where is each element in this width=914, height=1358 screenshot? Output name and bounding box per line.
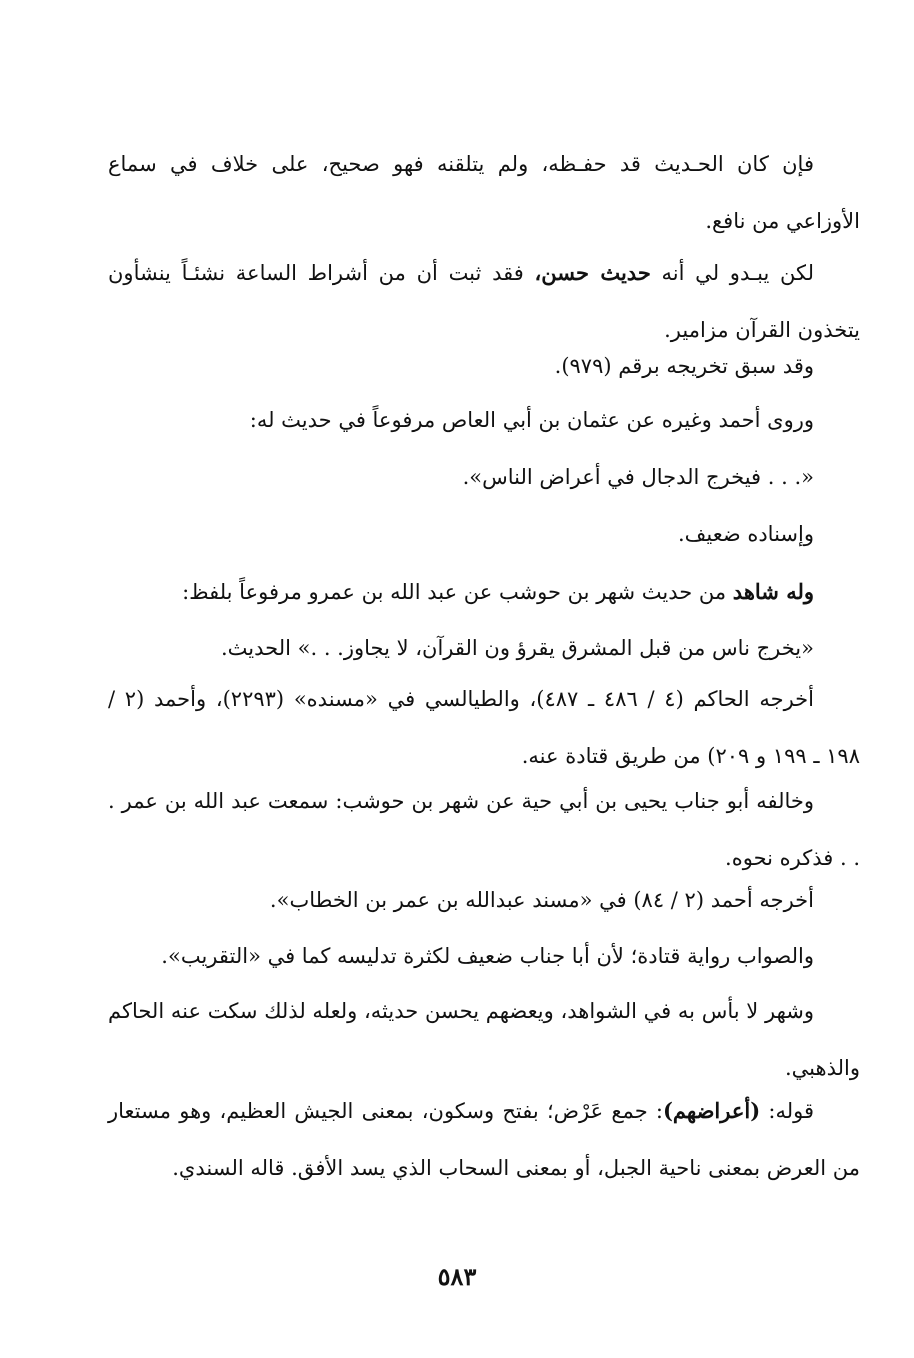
paragraph-11	[108, 872, 860, 929]
paragraph-4	[108, 392, 860, 449]
page-body	[108, 136, 860, 1336]
paragraph-5-text: «. . . فيخرج الدجال في أعراض الناس».	[462, 465, 814, 489]
paragraph-13-text: وشهر لا بأس به في الشواهد، ويعضهم يحسن حديثه، ولعله لذلك سكت عنه الحاكم والذهبي.	[108, 999, 860, 1080]
paragraph-2-text-start: لكن يبـدو لي أنه	[650, 261, 815, 285]
paragraph-7	[108, 563, 860, 621]
paragraph-1	[108, 136, 860, 250]
paragraph-2-text-end: فقد ثبت أن من أشراط الساعة نشئـاً ينشأون يتخذون القرآن مزامير.	[108, 261, 860, 342]
paragraph-3	[108, 338, 860, 395]
paragraph-7-text: من حديث شهر بن حوشب عن عبد الله بن عمرو مرفوعاً بلفظ:	[182, 580, 733, 604]
paragraph-6	[108, 506, 860, 563]
paragraph-14	[108, 1082, 860, 1197]
paragraph-2-bold-ruling: حديث حسن،	[534, 260, 651, 285]
paragraph-11-text: أخرجه أحمد (٢ / ٨٤) في «مسند عبدالله بن عمر بن الخطاب».	[269, 888, 814, 912]
paragraph-1-text: فإن كان الحـديث قد حفـظه، ولم يتلقنه فهو صحيح، على خلاف في سماع الأوزاعي من نافع.	[108, 152, 860, 233]
paragraph-8-text: «يخرج ناس من قبل المشرق يقرؤ ون القرآن، لا يجاوز. . .» الحديث.	[221, 636, 814, 660]
paragraph-8-quote	[108, 620, 860, 677]
paragraph-4-text: وروى أحمد وغيره عن عثمان بن أبي العاص مرفوعاً في حديث له:	[249, 408, 814, 432]
paragraph-10	[108, 773, 860, 887]
paragraph-14-text-start: قوله:	[760, 1099, 815, 1123]
paragraph-14-text-end: : جمع عَرْض؛ بفتح وسكون، بمعنى الجيش العظيم، وهو مستعار من العرض بمعنى ناحية الجبل، أو بمعنى السحاب الذي يسد الأفق. قاله السندي.	[108, 1099, 860, 1180]
paragraph-3-text: وقد سبق تخريجه برقم (٩٧٩).	[554, 354, 814, 378]
paragraph-12-text: والصواب رواية قتادة؛ لأن أبا جناب ضعيف لكثرة تدليسه كما في «التقريب».	[161, 944, 814, 968]
paragraph-14-bold-term: (أعراضهم)	[663, 1098, 761, 1123]
paragraph-9-text: أخرجه الحاكم (٤ / ٤٨٦ ـ ٤٨٧)، والطيالسي في «مسنده» (٢٢٩٣)، وأحمد (٢ / ١٩٨ ـ ١٩٩ و ٢٠٩) من طريق قتادة عنه.	[108, 687, 860, 768]
page-number: ٥٨٣	[437, 1262, 477, 1291]
paragraph-13	[108, 983, 860, 1097]
paragraph-5-quote	[108, 449, 860, 506]
paragraph-10-text: وخالفه أبو جناب يحيى بن أبي حية عن شهر بن حوشب: سمعت عبد الله بن عمر . . . فذكره نحوه.	[108, 789, 860, 870]
paragraph-6-text: وإسناده ضعيف.	[677, 522, 814, 546]
paragraph-9	[108, 671, 860, 785]
paragraph-7-bold-start: وله شاهد	[732, 579, 814, 604]
paragraph-12	[108, 928, 860, 985]
